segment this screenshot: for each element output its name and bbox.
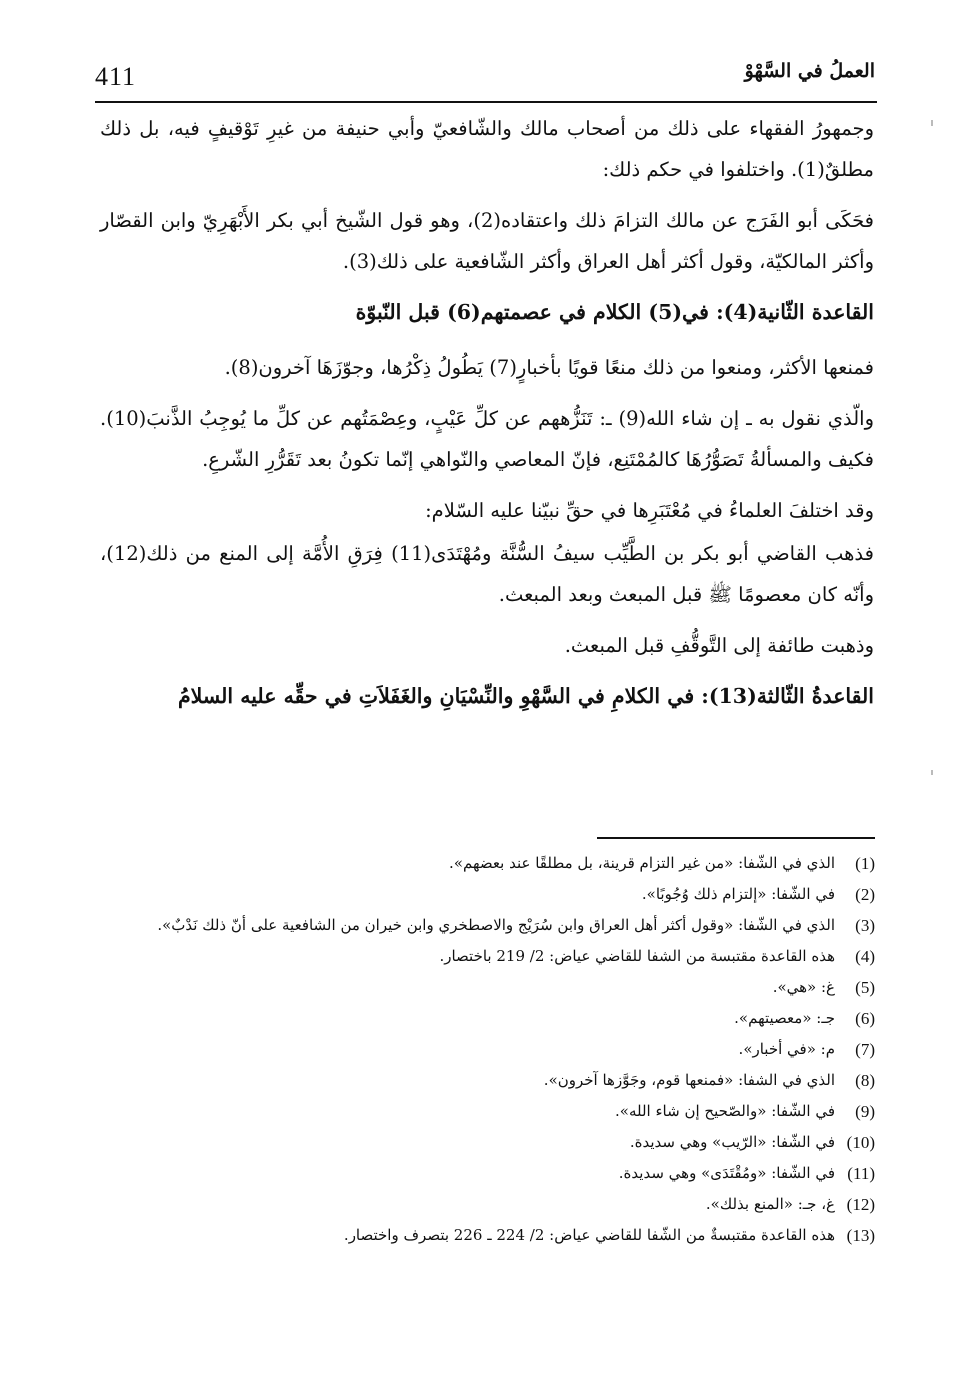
footnote-number: (2) [855,885,875,904]
main-text [100,108,874,731]
footnote-number: (9) [855,1102,875,1121]
footnote-text: هذه القاعدة مقتبسة من الشفا للقاضي عياض: 2/ 219 باختصار. [439,947,835,965]
footnote-text: هذه القاعدة مقتبسةٌ من الشّفا للقاضي عياض: 2/ 224 ـ 226 بتصرف واختصار. [343,1226,835,1244]
footnote-text: في الشّفا: «ومُقْتَدَى» وهي سديدة. [618,1164,835,1182]
footnote-number: (13) [846,1226,875,1245]
footnote [95,1220,875,1251]
footnote [95,1096,875,1127]
paragraph: والّذي نقول به ـ إن شاء الله(9) ـ: تَنَزُّههم عن كلِّ عَيْبٍ، وعِصْمَتُهم عن كلِّ ما يُوجِبُ الذَّنبَ(10). فكيف والمسألةُ تَصَوُّرُهَا كالمُمْتَنِع، فإنّ المعاصي والنّواهي إنّما تكونُ بعد تَقَرُّرِ الشّرعِ. [100,407,874,471]
header-rule [95,101,877,103]
paragraph: فمنعها الأكثر، ومنعوا من ذلك منعًا قويًا بأخبارٍ(7) يَطُولُ ذِكْرُها، وجوّزَهَا آخرون(8). [224,356,874,379]
footnote-text: غ: «هي». [772,978,835,996]
running-title: العملُ في السَّهْوْ [744,60,875,82]
footnotes [95,848,875,1251]
footnote-number: (4) [855,947,875,966]
footnote-number: (11) [847,1164,875,1183]
footnote [95,941,875,972]
paragraph: وجمهورُ الفقهاء على ذلك من أصحاب مالك والشّافعيّ وأبي حنيفة من غيرِ تَوْقيفٍ فيه، بل ذلك مطلقٌ(1). واختلفوا في حكم ذلك: [100,117,874,181]
section-heading: القاعدة الثّانية(4): في(5) الكلام في عصمتهم(6) قبل النّبوّة [355,300,874,324]
paragraph: فحَكَى أبو الفَرَج عن مالك التزامَ ذلك واعتقاده(2)، وهو قول الشّيخ أبي بكر الأَبْهَرِيّ وابن القصّار وأكثر المالكيّة، وقول أكثر أهل العراق وأكثر الشّافعية على ذلك(3). [100,209,874,273]
paragraph: وقد اختلفَ العلماءُ في مُعْتَبَرِها في حقِّ نبيّنا عليه السّلام: [425,499,874,522]
footnote [95,972,875,1003]
footnote [95,879,875,910]
footnote [95,1003,875,1034]
footnote-text: م: «في أخبار». [738,1040,835,1058]
footnote [95,1127,875,1158]
footnote [95,1158,875,1189]
footnote-text: في الشّفا: «والصّحيح إن شاء الله». [615,1102,835,1120]
footnote [95,1065,875,1096]
footnote-number: (5) [855,978,875,997]
footnote-number: (8) [855,1071,875,1090]
footnote-number: (3) [855,916,875,935]
footnote-number: (1) [855,854,875,873]
footnote-text: في الشّفا: «إلتزام ذلك وُجُوبًا». [641,885,835,903]
footnote [95,848,875,879]
footnote [95,1189,875,1220]
footnote-text: الذي في الشفا: «فمنعها قوم، وجَوَّزها آخرون». [543,1071,835,1089]
scan-margin-mark [931,770,933,775]
footnote-separator [597,837,875,839]
footnote-number: (10) [846,1133,875,1152]
paragraph: وذهبت طائفة إلى التَّوقُّفِ قبل المبعث. [564,634,874,657]
footnote [95,1034,875,1065]
footnote-text: غ، جـ: «المنع بذلك». [705,1195,835,1213]
footnote-text: الذي في الشّفا: «وقول أكثر أهل العراق وابن سُرَيْج والاصطخري وابن خيران من الشافعية على أنّ ذلك نَدْبٌ». [157,916,835,934]
paragraph: فذهب القاضي أبو بكر بن الطَّيِّب سيفُ السُّنَّة ومُهْتَدَى(11) فِرَقِ الأُمَّة إلى المنع من ذلك(12)، وأنّه كان معصومًا ﷺ قبل المبعث وبعد المبعث. [100,542,874,606]
footnote-number: (7) [855,1040,875,1059]
footnote [95,910,875,941]
footnote-text: في الشّفا: «الرّيب» وهي سديدة. [629,1133,835,1151]
page-header [95,56,875,96]
page-number: 411 [95,62,137,91]
footnote-number: (12) [846,1195,875,1214]
section-heading: القاعدةُ الثّالثة(13): في الكلامِ في السَّهْوِ والنِّسْيَانِ والغَفَلاَتِ في حقِّه عليه السلامُ [177,684,874,708]
footnote-text: جـ: «معصيتهم». [734,1009,835,1027]
footnote-number: (6) [855,1009,875,1028]
footnote-text: الذي في الشّفا: «من غير التزام قرينة، بل مطلقًا عند بعضهم». [449,854,835,872]
scan-margin-mark [931,120,933,126]
